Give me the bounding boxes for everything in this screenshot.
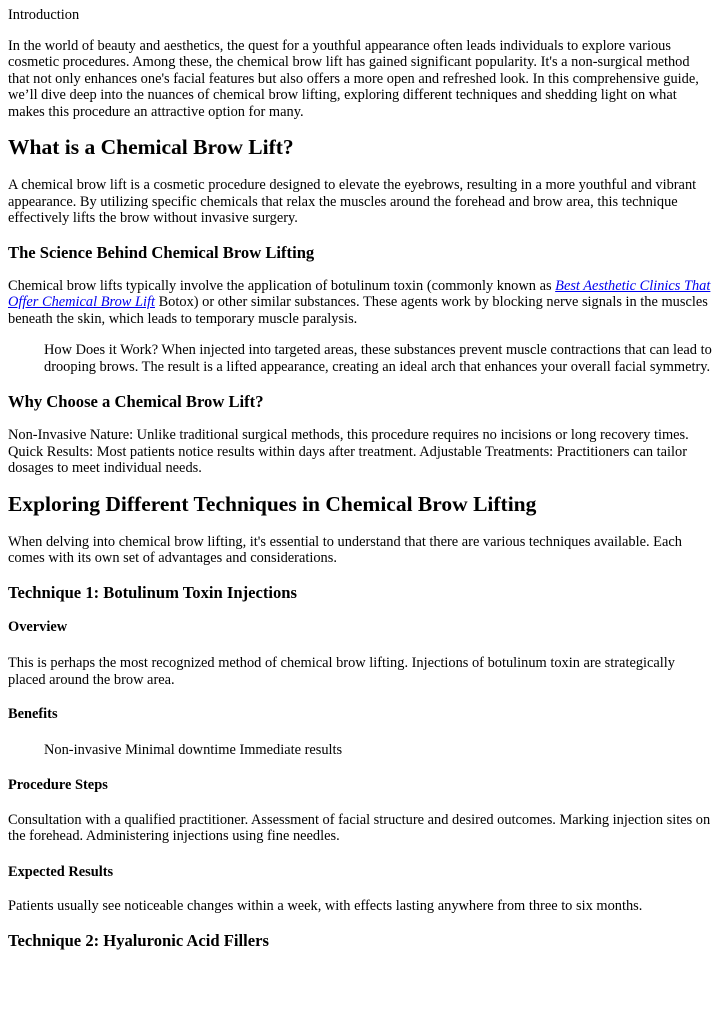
- expected-results-paragraph: Patients usually see noticeable changes within a week, with effects lasting anywhere from three to six months.: [8, 898, 643, 914]
- heading-benefits: Benefits: [8, 706, 58, 722]
- heading-science: The Science Behind Chemical Brow Lifting: [8, 242, 315, 262]
- procedure-steps-paragraph: Consultation with a qualified practitioner. Assessment of facial structure and desired outcomes. Marking injection sites on the forehead. Administering injections using fine needles.: [8, 811, 711, 844]
- science-paragraph: [8, 278, 712, 328]
- heading-expected-results: Expected Results: [8, 863, 114, 880]
- heading-technique-2: Technique 2: Hyaluronic Acid Fillers: [8, 930, 269, 950]
- science-text-before-link: Chemical brow lifts typically involve the application of botulinum toxin (commonly known as: [8, 277, 556, 294]
- heading-exploring-techniques: Exploring Different Techniques in Chemical Brow Lifting: [8, 491, 537, 516]
- overview-paragraph: This is perhaps the most recognized method of chemical brow lifting. Injections of botulinum toxin are strategically placed around the brow area.: [8, 655, 675, 688]
- heading-what-is-chemical-brow-lift: What is a Chemical Brow Lift?: [8, 135, 294, 159]
- techniques-paragraph: When delving into chemical brow lifting, it's essential to understand that there are various techniques available. Each comes with its own set of advantages and considerations.: [8, 533, 682, 566]
- intro-paragraph: In the world of beauty and aesthetics, the quest for a youthful appearance often leads individuals to explore various cosmetic procedures. Among these, the chemical brow lift has gained significant popularity. It's a non-surgical method that not only enhances one's facial features but also offers a more open and refreshed look. In this comprehensive guide, we’ll dive deep into the nuances of chemical brow lifting, exploring different techniques and shedding light on what makes this procedure an attractive option for many.: [8, 37, 699, 120]
- heading-procedure-steps: Procedure Steps: [8, 777, 108, 793]
- heading-overview: Overview: [8, 618, 68, 635]
- benefits-quote: Non-invasive Minimal downtime Immediate results: [44, 741, 343, 758]
- heading-why-choose: Why Choose a Chemical Brow Lift?: [8, 392, 264, 411]
- clinics-link[interactable]: Best Aesthetic Clinics That Offer Chemical Brow Lift: [8, 277, 711, 310]
- intro-label: Introduction: [8, 7, 80, 23]
- what-paragraph: A chemical brow lift is a cosmetic procedure designed to elevate the eyebrows, resulting in a more youthful and vibrant appearance. By utilizing specific chemicals that relax the muscles around the forehead and brow area, this technique effectively lifts the brow without invasive surgery.: [8, 177, 697, 226]
- heading-technique-1: Technique 1: Botulinum Toxin Injections: [8, 582, 297, 602]
- how-it-works-quote: How Does it Work? When injected into targeted areas, these substances prevent muscle contractions that can lead to drooping brows. The result is a lifted appearance, creating an ideal arch that enhances your overall facial symmetry.: [44, 342, 712, 375]
- article: [0, 7, 720, 950]
- science-text-after-link: Botox) or other similar substances. These agents work by blocking nerve signals in the muscles beneath the skin, which leads to temporary muscle paralysis.: [8, 294, 708, 327]
- why-paragraph: Non-Invasive Nature: Unlike traditional surgical methods, this procedure requires no incisions or long recovery times. Quick Results: Most patients notice results within days after treatment. Adjustable Treatments: Practitioners can tailor dosages to meet individual needs.: [8, 427, 689, 476]
